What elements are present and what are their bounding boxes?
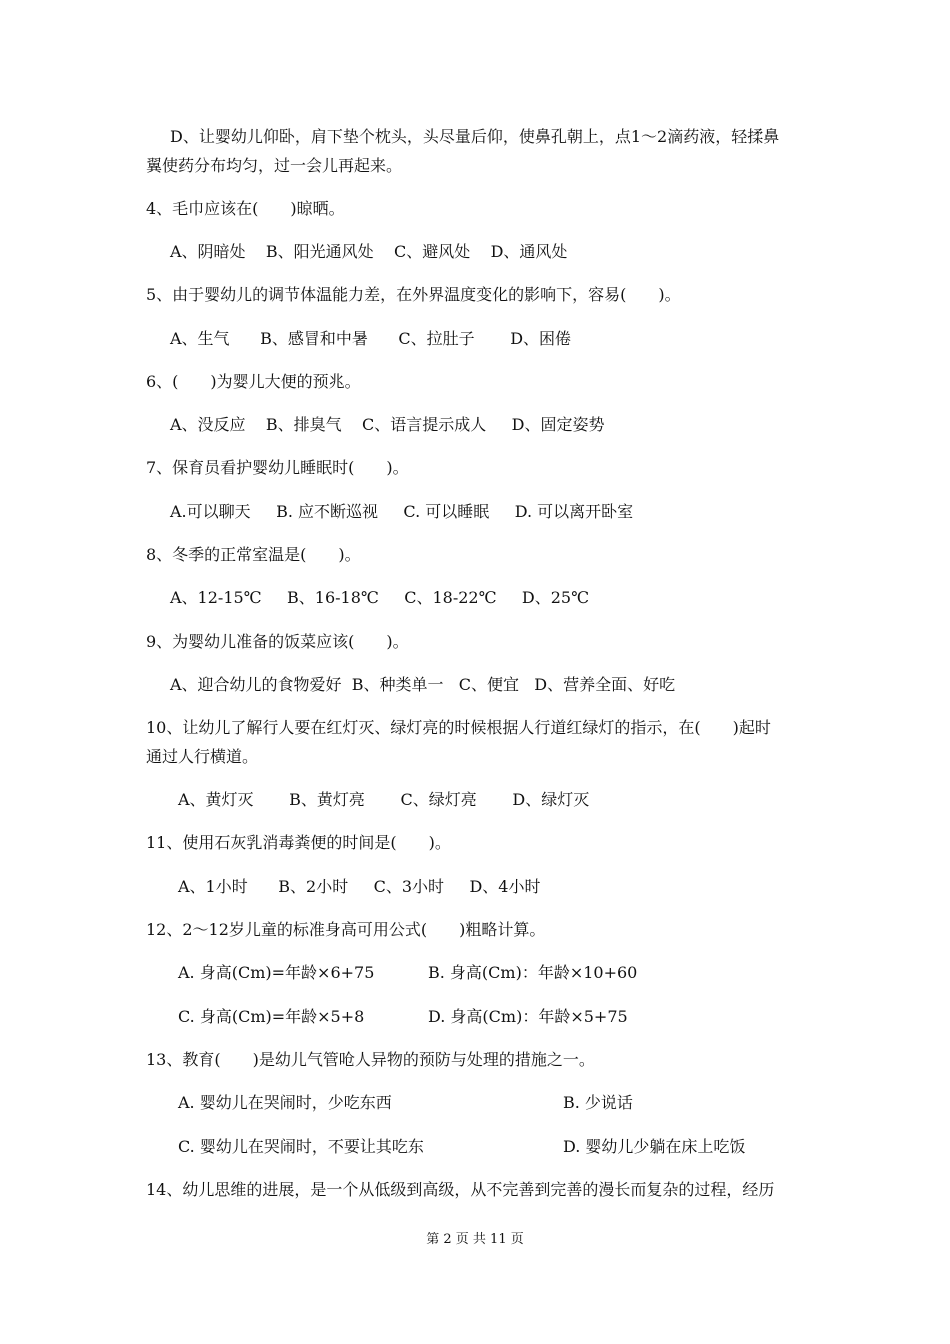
question-4: 4、毛巾应该在( )晾晒。: [146, 199, 345, 218]
question-7-options: A.可以聊天 B. 应不断巡视 C. 可以睡眠 D. 可以离开卧室: [170, 502, 634, 521]
option-d-text-line-1: D、让婴幼儿仰卧，肩下垫个枕头，头尽量后仰，使鼻孔朝上，点1～2滴药液，轻揉鼻: [170, 127, 780, 146]
question-14-line-1: 14、幼儿思维的进展，是一个从低级到高级，从不完善到完善的漫长而复杂的过程，经历: [146, 1180, 775, 1199]
option-d-text-line-2: 翼使药分布均匀，过一会儿再起来。: [146, 156, 403, 175]
question-13: 13、教育( )是幼儿气管呛人异物的预防与处理的措施之一。: [146, 1050, 595, 1069]
question-5: 5、由于婴幼儿的调节体温能力差，在外界温度变化的影响下，容易( )。: [146, 285, 681, 304]
question-9-options: A、迎合幼儿的食物爱好 B、种类单一 C、便宜 D、营养全面、好吃: [170, 675, 676, 694]
question-12-option-c: C. 身高(Cm)=年龄×5+8: [178, 1007, 365, 1026]
question-8: 8、冬季的正常室温是( )。: [146, 545, 361, 564]
question-11-options: A、1小时 B、2小时 C、3小时 D、4小时: [178, 877, 541, 896]
question-12-option-d: D. 身高(Cm)：年龄×5+75: [428, 1007, 628, 1026]
question-12-option-b: B. 身高(Cm)：年龄×10+60: [428, 963, 638, 982]
question-13-option-a: A. 婴幼儿在哭闹时，少吃东西: [178, 1093, 392, 1112]
question-10-line-1: 10、让幼儿了解行人要在红灯灭、绿灯亮的时候根据人行道红绿灯的指示，在( )起时: [146, 718, 771, 737]
page-footer: 第 2 页 共 11 页: [426, 1232, 524, 1247]
question-6: 6、( )为婴儿大便的预兆。: [146, 372, 361, 391]
question-9: 9、为婴幼儿准备的饭菜应该( )。: [146, 632, 409, 651]
question-5-options: A、生气 B、感冒和中暑 C、拉肚子 D、困倦: [170, 329, 572, 348]
question-13-option-b: B. 少说话: [563, 1093, 633, 1112]
question-12: 12、2～12岁儿童的标准身高可用公式( )粗略计算。: [146, 920, 546, 939]
question-10-options: A、黄灯灭 B、黄灯亮 C、绿灯亮 D、绿灯灭: [178, 790, 590, 809]
question-13-option-d: D. 婴幼儿少躺在床上吃饭: [563, 1137, 746, 1156]
question-13-option-c: C. 婴幼儿在哭闹时，不要让其吃东: [178, 1137, 424, 1156]
question-11: 11、使用石灰乳消毒粪便的时间是( )。: [146, 833, 451, 852]
question-12-option-a: A. 身高(Cm)=年龄×6+75: [178, 963, 375, 982]
question-6-options: A、没反应 B、排臭气 C、语言提示成人 D、固定姿势: [170, 415, 605, 434]
question-8-options: A、12-15℃ B、16-18℃ C、18-22℃ D、25℃: [170, 588, 590, 607]
question-4-options: A、阴暗处 B、阳光通风处 C、避风处 D、通风处: [170, 242, 568, 261]
question-10-line-2: 通过人行横道。: [146, 747, 259, 766]
question-7: 7、保育员看护婴幼儿睡眠时( )。: [146, 458, 409, 477]
